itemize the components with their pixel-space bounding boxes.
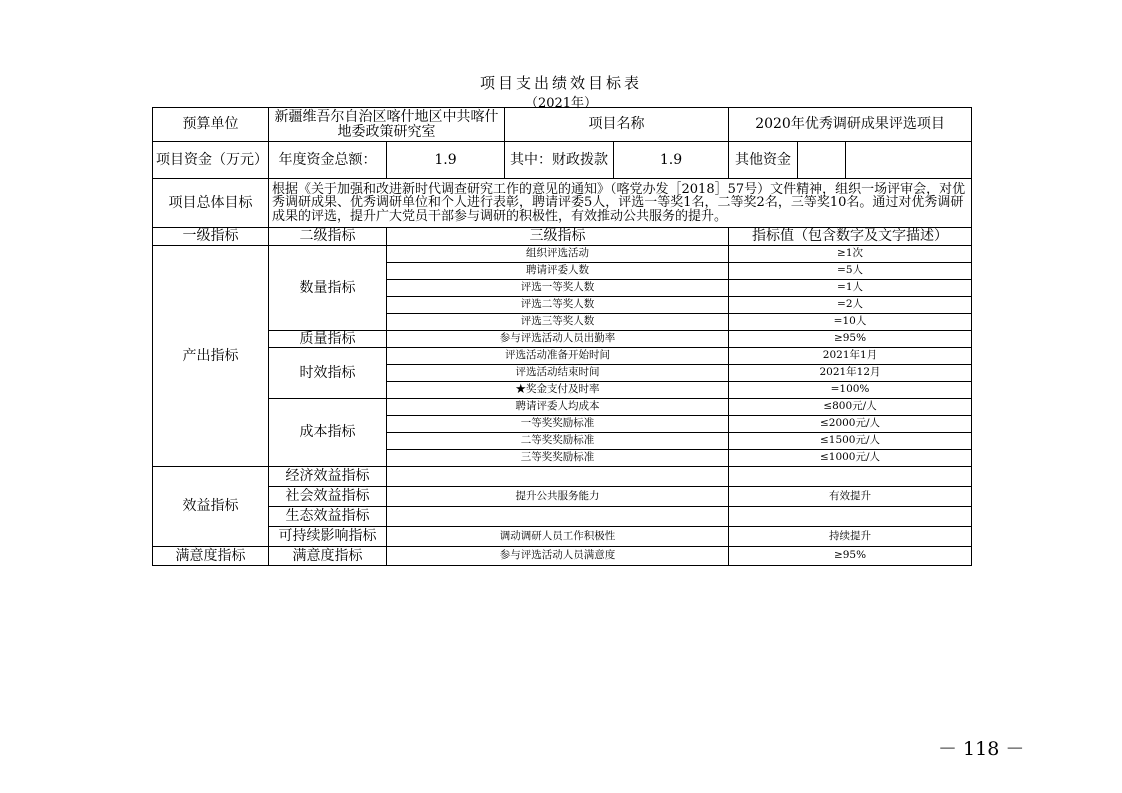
col-level1: 一级指标 [153,228,269,246]
indicator-value: ≤1000元/人 [729,450,972,467]
project-name-value: 2020年优秀调研成果评选项目 [729,108,972,142]
indicator-value: ≤1500元/人 [729,433,972,450]
other-split-cell [729,142,846,179]
other-funds-label: 其他资金 [729,142,798,178]
budget-unit-label: 预算单位 [153,108,269,142]
indicator-value: =100% [729,382,972,399]
indicator-value: ≥95% [729,331,972,348]
table-row [153,527,972,547]
indicator-value: 持续提升 [729,527,972,547]
table-row [153,399,972,416]
indicator-value: =1人 [729,280,972,297]
indicator-name: 评选二等奖人数 [387,297,729,314]
quality-label: 质量指标 [269,331,387,348]
indicator-value: 有效提升 [729,487,972,507]
table-header-row [153,228,972,246]
cost-label: 成本指标 [269,399,387,467]
indicator-value: =5人 [729,263,972,280]
indicator-name: 提升公共服务能力 [387,487,729,507]
page-title: 项目支出绩效目标表 [479,74,642,92]
indicator-name: 聘请评委人数 [387,263,729,280]
table-row [153,487,972,507]
indicator-name: 一等奖奖励标准 [387,416,729,433]
table-row [153,142,972,179]
indicator-value: ≥1次 [729,246,972,263]
indicator-name: 三等奖奖励标准 [387,450,729,467]
benefit-level2: 社会效益指标 [269,487,387,507]
indicator-name [387,507,729,527]
col-value: 指标值（包含数字及文字描述） [729,228,972,246]
satisfaction-level2: 满意度指标 [269,547,387,566]
table-row [153,108,972,142]
satisfaction-label: 满意度指标 [153,547,269,566]
budget-unit-value: 新疆维吾尔自治区喀什地区中共喀什地委政策研究室 [269,108,505,142]
table-row [153,507,972,527]
goal-text: 根据《关于加强和改进新时代调查研究工作的意见的通知》（喀党办发［2018］57号）文件精神，组织一场评审会，对优秀调研成果、优秀调研单位和个人进行表彰，聘请评委5人，评选一等奖1名，二等奖2名，三等奖10名。通过对优秀调研成果的评选，提升广大党员干部参与调研的积极性，有效推动公共服务的提升。 [269,179,972,228]
table-row [153,179,972,228]
funds-blank-cell [846,142,972,179]
funds-split-cell [505,142,729,179]
project-name-label: 项目名称 [505,108,729,142]
goal-label: 项目总体目标 [153,179,269,228]
output-label: 产出指标 [153,246,269,467]
table-row [153,246,972,263]
indicator-value: ≤800元/人 [729,399,972,416]
indicator-value: 2021年1月 [729,348,972,365]
indicator-name: 评选一等奖人数 [387,280,729,297]
col-level2: 二级指标 [269,228,387,246]
indicator-name: 聘请评委人均成本 [387,399,729,416]
other-funds-value [798,142,845,178]
fiscal-value: 1.9 [659,151,683,168]
performance-table [152,107,972,566]
indicator-value [729,467,972,487]
indicator-name: 评选活动准备开始时间 [387,348,729,365]
indicator-value: =2人 [729,297,972,314]
indicator-value: 2021年12月 [729,365,972,382]
indicator-name: 调动调研人员工作积极性 [387,527,729,547]
indicator-name: ★奖金支付及时率 [387,382,729,399]
year-subtitle: （2021年） [524,96,598,111]
fiscal-label: 其中：财政拨款 [505,142,614,178]
indicator-value: ≥95% [729,547,972,566]
indicator-value [729,507,972,527]
benefit-level2: 经济效益指标 [269,467,387,487]
table-row [153,331,972,348]
annual-total-label: 年度资金总额： [269,142,387,179]
quantity-label: 数量指标 [269,246,387,331]
funds-label: 项目资金（万元） [153,142,269,179]
benefit-level2: 可持续影响指标 [269,527,387,547]
col-level3: 三级指标 [387,228,729,246]
table-row [153,467,972,487]
indicator-name: 参与评选活动人员满意度 [387,547,729,566]
annual-total-value: 1.9 [387,142,505,179]
benefit-label: 效益指标 [153,467,269,547]
page-number: － 118 － [938,738,1025,760]
indicator-name: 评选三等奖人数 [387,314,729,331]
indicator-value: =10人 [729,314,972,331]
indicator-name: 参与评选活动人员出勤率 [387,331,729,348]
indicator-name: 组织评选活动 [387,246,729,263]
indicator-name: 二等奖奖励标准 [387,433,729,450]
indicator-name: 评选活动结束时间 [387,365,729,382]
table-row [153,348,972,365]
table-row [153,547,972,566]
timeliness-label: 时效指标 [269,348,387,399]
indicator-name [387,467,729,487]
indicator-value: ≤2000元/人 [729,416,972,433]
benefit-level2: 生态效益指标 [269,507,387,527]
